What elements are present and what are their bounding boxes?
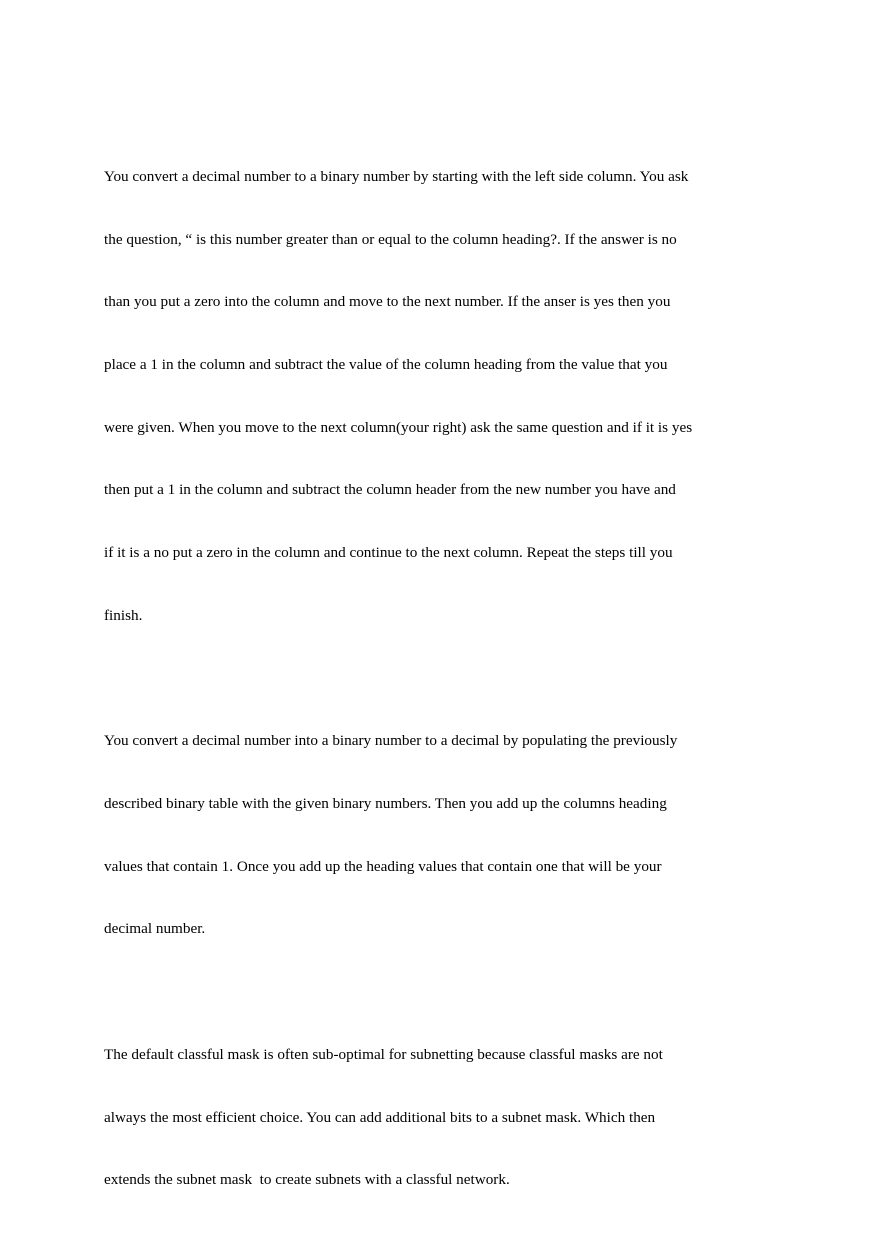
text-line: extends the subnet mask to create subnets with a classful network.: [104, 1171, 510, 1189]
text-line: decimal number.: [104, 920, 206, 938]
text-line: if it is a no put a zero in the column and continue to the next column. Repeat the steps till you: [104, 544, 673, 562]
paragraph-decimal-to-binary: [104, 125, 734, 669]
text-line: place a 1 in the column and subtract the value of the column heading from the value that you: [104, 355, 668, 373]
paragraph-binary-to-decimal: [104, 689, 734, 982]
text-line: were given. When you move to the next column(your right) ask the same question and if it is yes: [104, 418, 693, 436]
text-line: The default classful mask is often sub-optimal for subnetting because classful masks are not: [104, 1045, 663, 1063]
text-line: You convert a decimal number to a binary number by starting with the left side column. You ask: [104, 167, 689, 185]
text-line: always the most efficient choice. You can add additional bits to a subnet mask. Which then: [104, 1108, 656, 1126]
text-line: than you put a zero into the column and move to the next number. If the anser is yes then you: [104, 293, 671, 311]
text-line: finish.: [104, 606, 143, 624]
text-line: You convert a decimal number into a binary number to a decimal by populating the previously: [104, 732, 678, 750]
text-line: the question, “ is this number greater than or equal to the column heading?. If the answer is no: [104, 230, 677, 248]
text-line: then put a 1 in the column and subtract the column header from the new number you have and: [104, 481, 676, 499]
document-body: [104, 125, 734, 1254]
text-line: described binary table with the given binary numbers. Then you add up the columns heading: [104, 794, 667, 812]
paragraph-classful-mask: [104, 1003, 734, 1233]
text-line: values that contain 1. Once you add up the heading values that contain one that will be your: [104, 857, 662, 875]
